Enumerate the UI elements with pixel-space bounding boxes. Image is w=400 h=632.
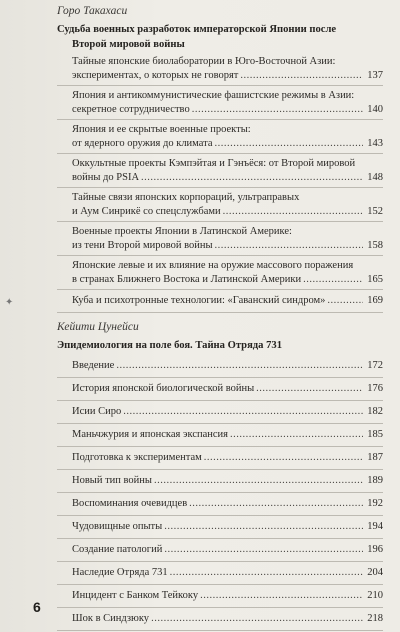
page-number: 204: [367, 566, 383, 578]
toc-entry[interactable]: [57, 120, 383, 154]
toc-entry-line: секретное сотрудничество: [72, 103, 190, 115]
toc-entry-label: Чудовищные опыты: [72, 520, 163, 532]
toc-entry-line: Военные проекты Японии в Латинской Америке:: [72, 226, 292, 237]
toc-list: [57, 52, 383, 313]
leader-dots: [123, 403, 363, 421]
toc-entry-label: Введение: [72, 359, 115, 371]
leader-dots: [189, 495, 363, 513]
toc-entry-line: Оккультные проекты Кэмпэйтая и Гэнъёся: от Второй мировой: [72, 158, 356, 169]
page-folio-number: 6: [33, 599, 41, 615]
toc-entry-line: экспериментах, о которых не говорят: [72, 69, 239, 81]
page-number: 185: [367, 428, 383, 440]
toc-entry[interactable]: [57, 470, 383, 493]
leader-dots: [215, 239, 363, 253]
toc-entry[interactable]: [57, 424, 383, 447]
section-title-line2: Второй мировой войны: [72, 38, 185, 50]
leader-dots: [170, 564, 363, 582]
leader-dots: [256, 380, 363, 398]
page-number: 218: [367, 612, 383, 624]
toc-entry-line: Тайные связи японских корпораций, ультраправых: [72, 192, 300, 203]
toc-entry-line: Тайные японские биолаборатории в Юго-Восточной Азии:: [72, 56, 336, 67]
toc-entry[interactable]: [57, 493, 383, 516]
toc-entry[interactable]: [57, 154, 383, 188]
page-margin-mark: ✦: [5, 297, 14, 308]
section-title: Эпидемиология на поле боя. Тайна Отряда 731: [57, 340, 282, 351]
toc-entry[interactable]: [57, 608, 383, 631]
toc-entry-label: Подготовка к экспериментам: [72, 451, 202, 463]
leader-dots: [164, 541, 363, 559]
toc-entry-label: История японской биологической войны: [72, 382, 255, 394]
toc-entry-label: Воспоминания очевидцев: [72, 497, 188, 509]
toc-entry[interactable]: [57, 516, 383, 539]
leader-dots: [240, 69, 363, 83]
toc-entry-label: Создание патологий: [72, 543, 163, 555]
leader-dots: [154, 472, 363, 490]
toc-entry-line: от ядерного оружия до климата: [72, 137, 213, 149]
leader-dots: [223, 205, 363, 219]
page-number: 196: [367, 543, 383, 555]
toc-entry[interactable]: [57, 355, 383, 378]
toc-entry-label: Шок в Синдзюку: [72, 612, 150, 624]
page-number: 176: [367, 382, 383, 394]
page-number: 143: [367, 137, 383, 149]
page-number: 189: [367, 474, 383, 486]
toc-entry[interactable]: [57, 447, 383, 470]
page-number: 194: [367, 520, 383, 532]
toc-entry[interactable]: [57, 585, 383, 608]
page-number: 182: [367, 405, 383, 417]
toc-entry[interactable]: [57, 562, 383, 585]
leader-dots: [204, 449, 363, 467]
leader-dots: [215, 137, 363, 151]
leader-dots: [192, 103, 363, 117]
leader-dots: [164, 518, 363, 536]
toc-entry[interactable]: [57, 86, 383, 120]
toc-section-tsuneishi: [57, 318, 383, 631]
page-number: 187: [367, 451, 383, 463]
toc-entry-line: и Аум Синрикё со спецслужбами: [72, 205, 221, 217]
toc-entry-label: Инцидент с Банком Тейкоку: [72, 589, 199, 601]
section-title: [57, 23, 383, 52]
leader-dots: [141, 171, 363, 185]
toc-entry-line: Япония и ее скрытые военные проекты:: [72, 124, 251, 135]
page-number: 165: [367, 273, 383, 285]
toc-entry[interactable]: [57, 539, 383, 562]
toc-entry-label: Наследие Отряда 731: [72, 566, 168, 578]
section-author: Горо Такахаси: [57, 5, 128, 17]
toc-entry-line: Япония и антикоммунистические фашистские режимы в Азии:: [72, 90, 355, 101]
toc-entry-line: в странах Ближнего Востока и Латинской Америки: [72, 273, 302, 285]
section-author: Кейити Цунейси: [57, 321, 139, 333]
page-number: 148: [367, 171, 383, 183]
page-number: 140: [367, 103, 383, 115]
toc-entry-label: Новый тип войны: [72, 474, 152, 486]
page-number: 169: [367, 295, 383, 306]
toc-entry[interactable]: [57, 401, 383, 424]
leader-dots: [303, 273, 363, 287]
leader-dots: [116, 357, 363, 375]
page-number: 158: [367, 239, 383, 251]
leader-dots: [327, 292, 363, 310]
leader-dots: [200, 587, 363, 605]
section-title-line1: Судьба военных разработок императорской Японии после: [57, 24, 337, 35]
page-number: 210: [367, 589, 383, 601]
toc-entry[interactable]: [57, 290, 383, 313]
page-number: 152: [367, 205, 383, 217]
toc-entry-line: Куба и психотронные технологии: «Гаванский синдром»: [72, 295, 326, 306]
toc-entry[interactable]: [57, 52, 383, 86]
toc-entry-line: из тени Второй мировой войны: [72, 239, 213, 251]
toc-entry[interactable]: [57, 222, 383, 256]
toc-entry[interactable]: [57, 256, 383, 290]
page-number: 172: [367, 359, 383, 371]
toc-entry-label: Исии Сиро: [72, 405, 122, 417]
leader-dots: [230, 426, 363, 444]
toc-entry-line: войны до PSIA: [72, 171, 140, 183]
toc-entry[interactable]: [57, 188, 383, 222]
page-number: 137: [367, 69, 383, 81]
toc-section-takahashi: [57, 2, 383, 313]
toc-entry-label: Маньчжурия и японская экспансия: [72, 428, 229, 440]
leader-dots: [151, 610, 363, 628]
page-number: 192: [367, 497, 383, 509]
toc-entry[interactable]: [57, 378, 383, 401]
toc-entry-line: Японские левые и их влияние на оружие массового поражения: [72, 260, 354, 271]
toc-list: [57, 355, 383, 631]
